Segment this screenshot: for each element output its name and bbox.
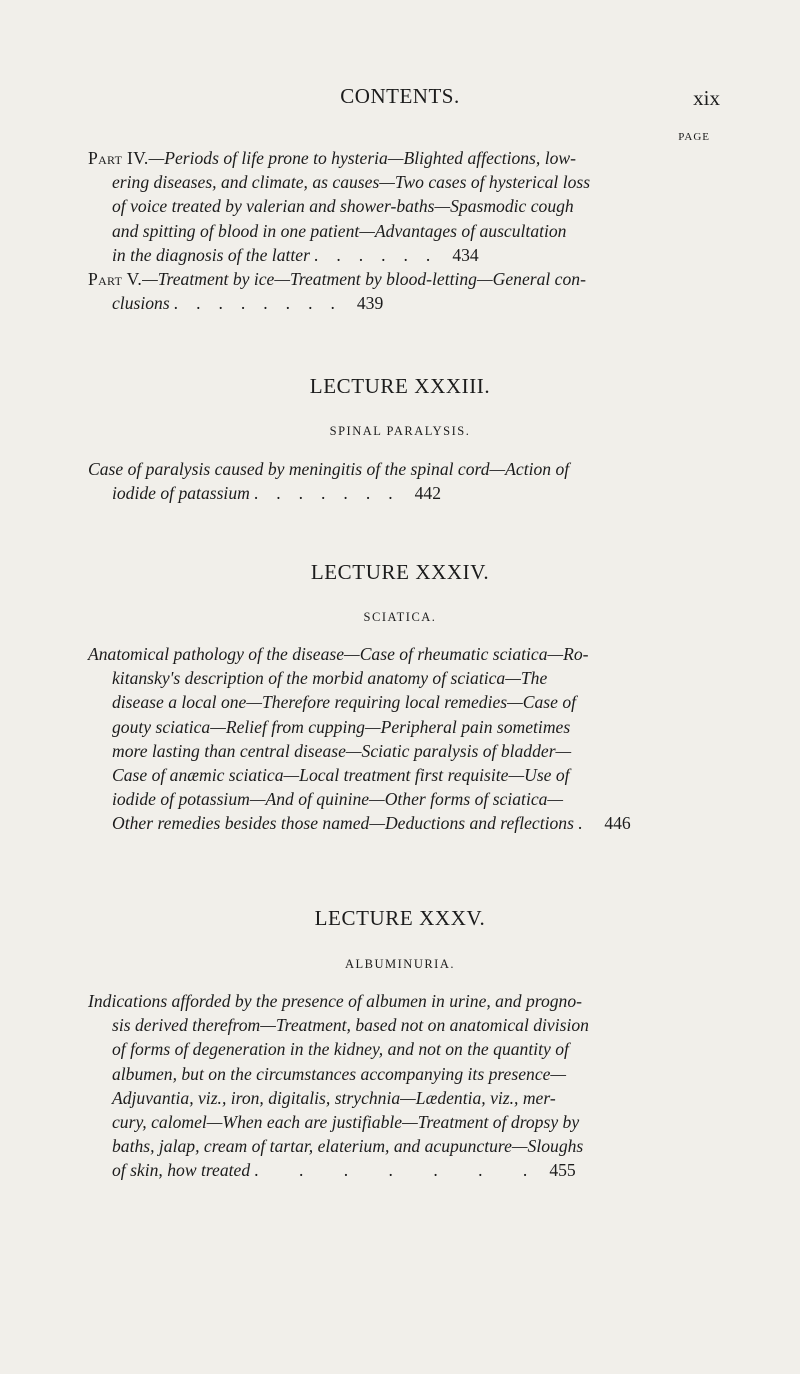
running-head	[80, 84, 720, 114]
entry-line: more lasting than central disease—Sciatic paralysis of bladder—	[112, 740, 572, 761]
part-label: Part V.	[88, 269, 143, 289]
entry-line: baths, jalap, cream of tartar, elaterium, and acupuncture—Sloughs	[112, 1136, 584, 1157]
page-number: 434	[452, 244, 479, 265]
entry-line: of voice treated by valerian and shower-baths—Spasmodic cough	[112, 196, 574, 217]
entry-line: clusions	[112, 293, 170, 314]
lecture-title: LECTURE XXXIII.	[309, 374, 491, 398]
entry-line: in the diagnosis of the latter	[112, 244, 310, 265]
toc-entry-part-4: Part IV.—Periods of life prone to hysteria—Blighted affections, low- ering diseases, and climate, as causes—Two cases of hysterical loss of voice treated by valerian and shower-baths—Spasmodic cough and spitting of blood in one patient—Advantages of auscultation in the diagnosis of the latter ...... 434	[88, 146, 710, 267]
lecture-title: LECTURE XXXV.	[314, 906, 486, 930]
entry-line: albumen, but on the circumstances accompanying its presence—	[112, 1063, 567, 1084]
lecture-subtitle: ALBUMINURIA.	[344, 957, 455, 971]
page-folio: xix	[693, 86, 720, 110]
toc-entry-part-5: Part V.—Treatment by ice—Treatment by blood-letting—General con- clusions ........ 439	[88, 269, 586, 314]
lecture-subtitle: SPINAL PARALYSIS.	[329, 424, 471, 438]
entry-line: cury, calomel—When each are justifiable—Treatment of dropsy by	[112, 1112, 580, 1133]
page-number: 439	[356, 293, 384, 314]
entry-line: of skin, how treated	[112, 1160, 251, 1181]
entry-line: Case of paralysis caused by meningitis of the spinal cord—Action of	[88, 459, 570, 479]
entry-line: iodide of potassium—And of quinine—Other forms of sciatica—	[112, 789, 564, 810]
lecture-title: LECTURE XXXIV.	[310, 560, 490, 584]
entry-line: iodide of patassium	[112, 483, 250, 504]
page-number: 455	[549, 1160, 576, 1181]
page-column-label: PAGE	[678, 131, 710, 143]
entry-line: gouty sciatica—Relief from cupping—Peripheral pain sometimes	[112, 716, 571, 737]
entry-line: and spitting of blood in one patient—Advantages of auscultation	[112, 220, 567, 241]
entry-line: —Treatment by ice—Treatment by blood-letting—General con-	[142, 269, 586, 289]
page-number: 446	[604, 813, 631, 834]
entry-line: Other remedies besides those named—Deductions and reflections	[112, 813, 574, 834]
part-label: Part IV.	[88, 148, 149, 168]
entry-line: of forms of degeneration in the kidney, and not on the quantity of	[112, 1039, 569, 1060]
entry-line: Case of anæmic sciatica—Local treatment first requisite—Use of	[112, 765, 570, 786]
entry-line: sis derived therefrom—Treatment, based not on anatomical division	[112, 1015, 589, 1036]
entry-line: disease a local one—Therefore requiring local remedies—Case of	[112, 692, 577, 713]
entry-line: —Periods of life prone to hysteria—Blighted affections, low-	[148, 148, 576, 168]
page-number: 442	[414, 483, 442, 504]
entry-line: Anatomical pathology of the disease—Case of rheumatic sciatica—Ro-	[88, 644, 589, 664]
toc-entry-lecture-33: Case of paralysis caused by meningitis of the spinal cord—Action of iodide of patassium ....... 442	[88, 457, 710, 505]
entry-line: kitansky's description of the morbid anatomy of sciatica—The	[112, 668, 548, 689]
lecture-subtitle: SCIATICA.	[363, 610, 437, 624]
entry-line: Adjuvantia, viz., iron, digitalis, strychnia—Lædentia, viz., mer-	[112, 1087, 556, 1108]
entry-line: ering diseases, and climate, as causes—Two cases of hysterical loss	[112, 172, 591, 193]
toc-entry-lecture-35: Indications afforded by the presence of albumen in urine, and progno- sis derived therefrom—Treatment, based not on anatomical division of forms of degeneration in the kidney, and not on the quantity of albumen, but on the circumstances accompanying its presence— Adjuvantia, viz., iron, digitalis, strychnia—Lædentia, viz., mer- cury, calomel—When each are justifiable—Treatment of dropsy by baths, jalap, cream of tartar, elaterium, and acupuncture—Sloughs of skin, how treated . . . . . . . 455	[88, 989, 710, 1183]
toc-entry-lecture-34: Anatomical pathology of the disease—Case of rheumatic sciatica—Ro- kitansky's description of the morbid anatomy of sciatica—The disease a local one—Therefore requiring local remedies—Case of gouty sciatica—Relief from cupping—Peripheral pain sometimes more lasting than central disease—Sciatic paralysis of bladder— Case of anæmic sciatica—Local treatment first requisite—Use of iodide of potassium—And of quinine—Other forms of sciatica— Other remedies besides those named—Deductions and reflections . 446	[88, 642, 710, 836]
running-head-title: CONTENTS.	[340, 84, 460, 108]
entry-line: Indications afforded by the presence of albumen in urine, and progno-	[88, 991, 583, 1011]
